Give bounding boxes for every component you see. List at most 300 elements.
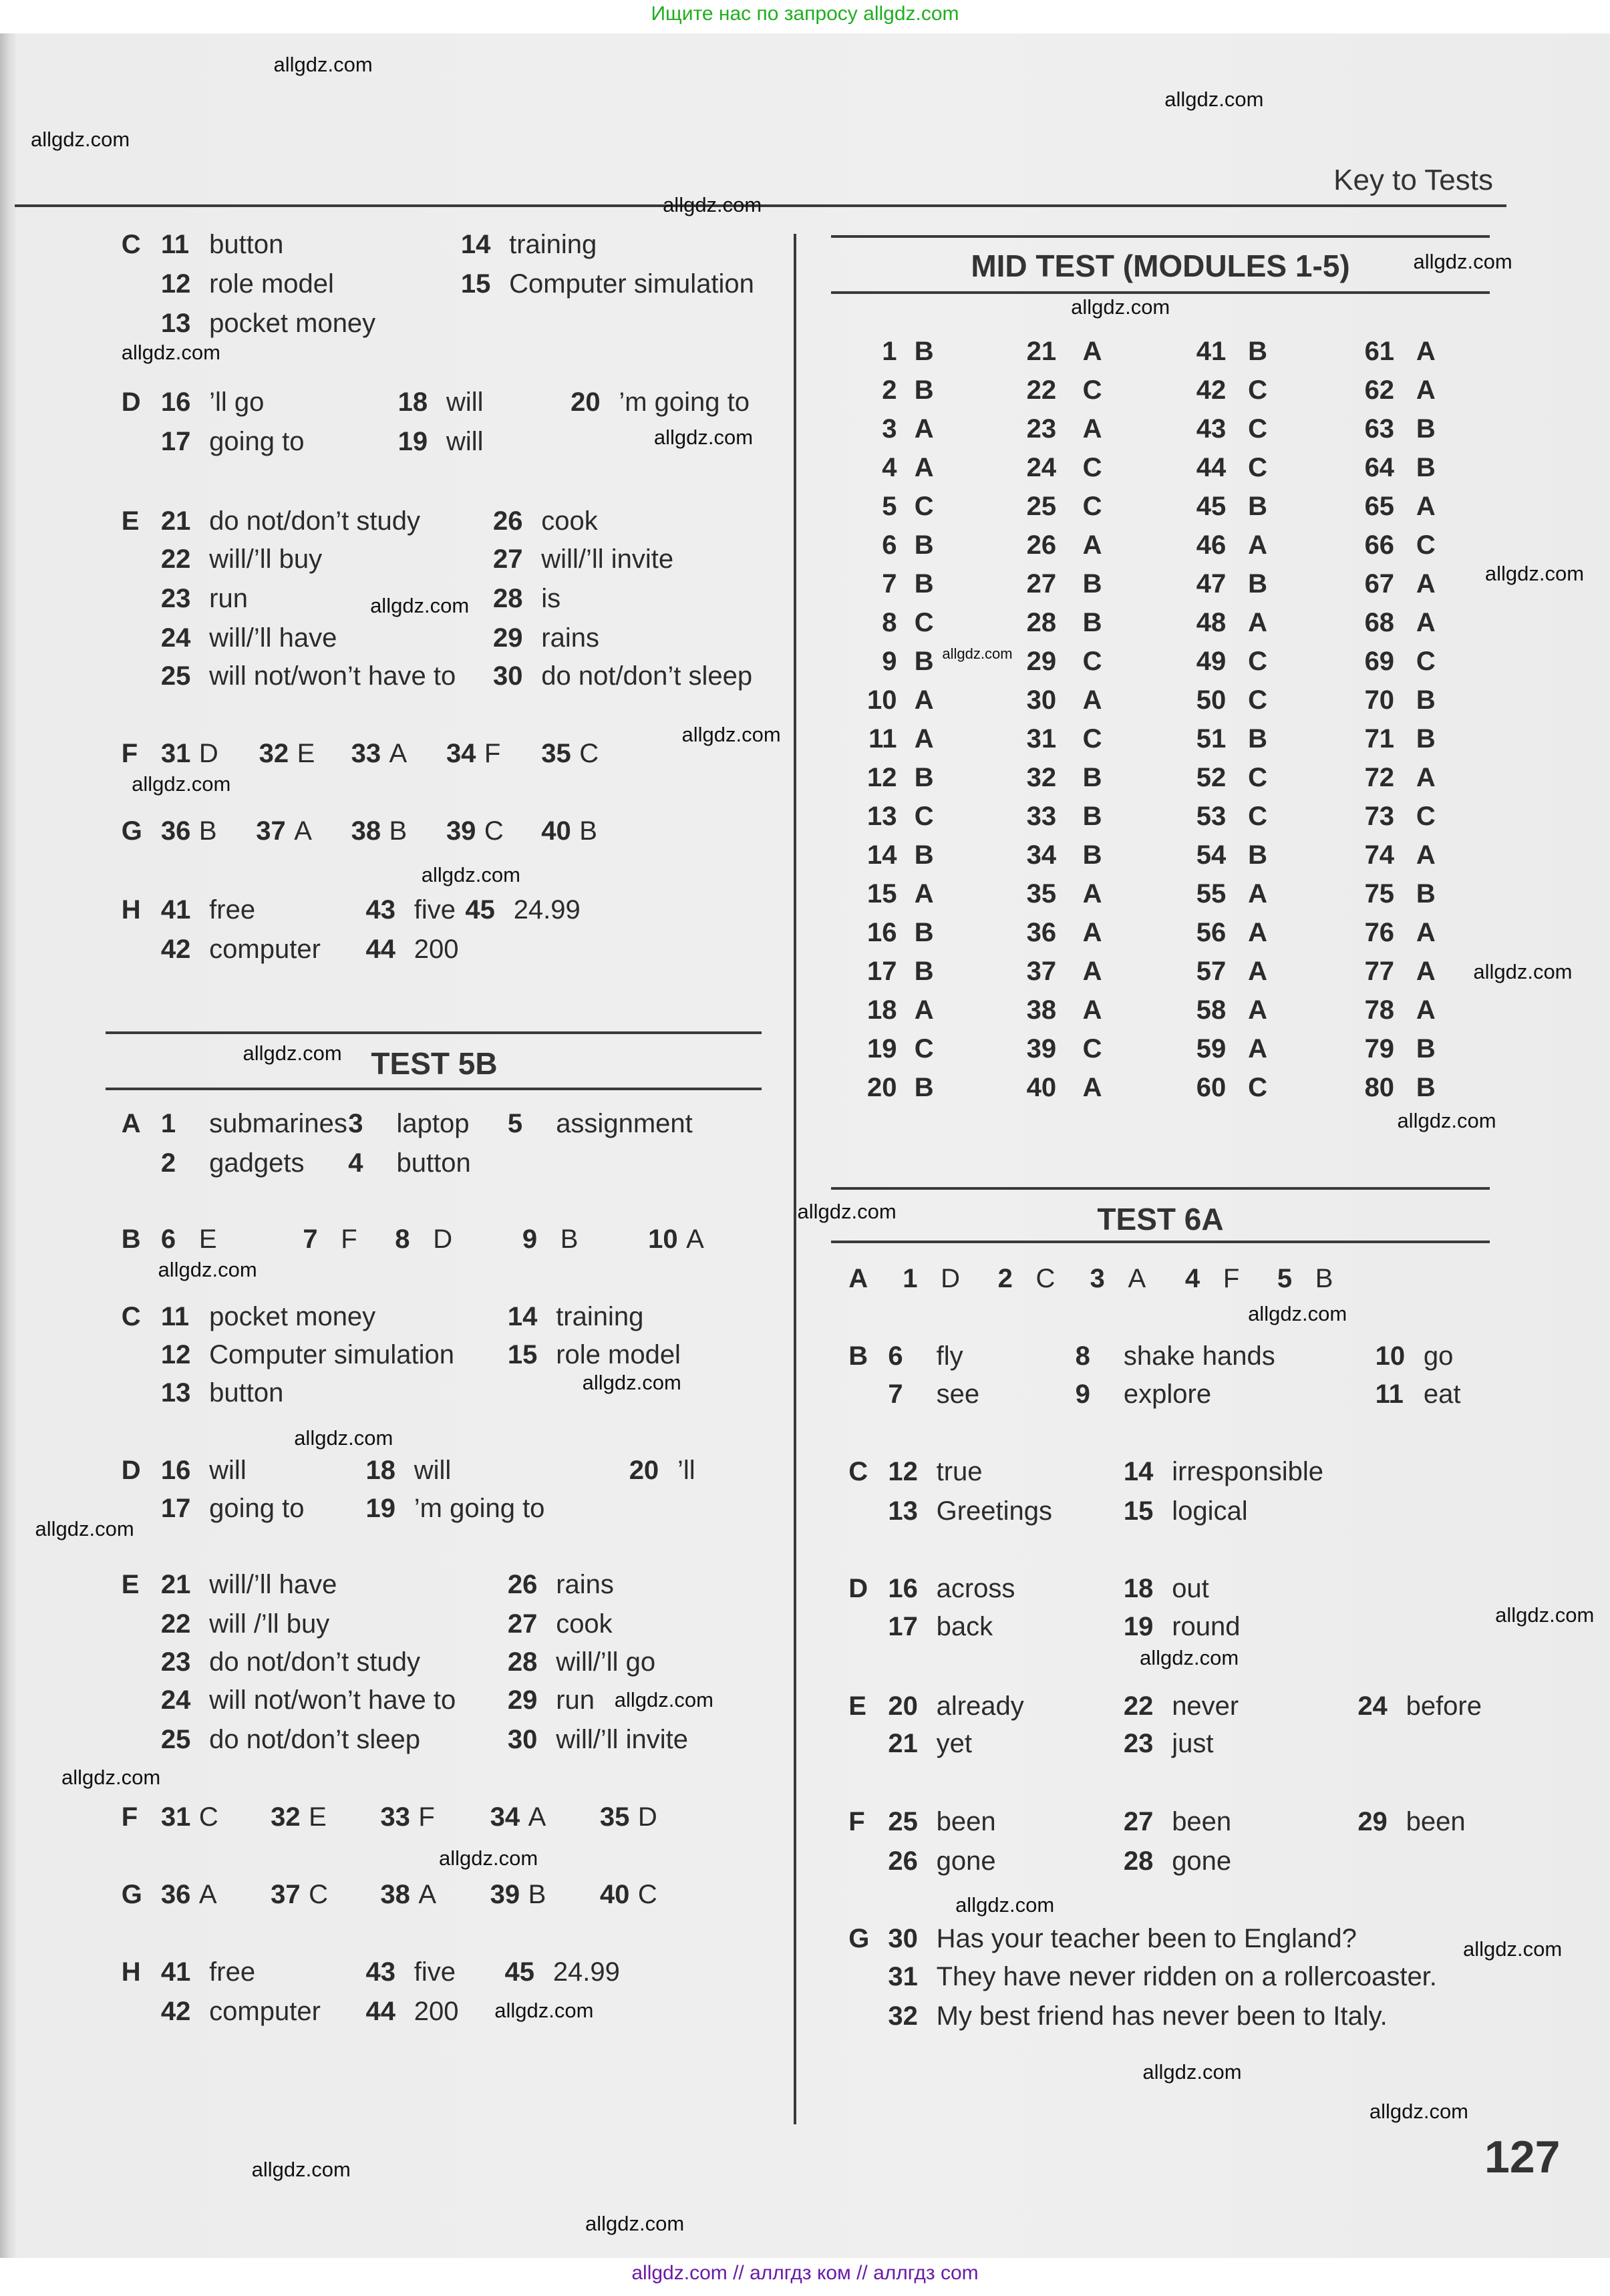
answer-number: 35	[541, 738, 571, 768]
mid-test-number: 12	[866, 762, 897, 792]
column-divider	[794, 234, 796, 2124]
answer-number: 12	[160, 269, 191, 299]
mid-test-answer: B	[914, 1073, 934, 1103]
answer-number: 25	[160, 661, 191, 691]
mid-test-answer: C	[1248, 685, 1267, 715]
mid-test-answer: C	[1248, 414, 1267, 444]
mid-test-number: 11	[868, 723, 897, 754]
answer-text: computer	[209, 1997, 321, 2027]
answer-text: C	[637, 1880, 657, 1910]
section-letter: B	[848, 1341, 868, 1371]
answer-text: will not/won’t have to	[209, 1685, 456, 1715]
answer-text: ’ll go	[209, 387, 265, 418]
answer-text: do not/don’t study	[209, 506, 420, 536]
mid-test-number: 18	[866, 995, 897, 1025]
answer-number: 42	[160, 935, 191, 965]
section-letter: B	[121, 1224, 141, 1254]
answer-number: 45	[504, 1957, 535, 1987]
answer-number: 18	[397, 387, 428, 418]
answer-number: 24	[160, 1685, 191, 1715]
answer-text: will	[446, 427, 484, 457]
answer-text: button	[209, 229, 284, 259]
answer-text: C	[309, 1880, 328, 1910]
mid-test-answer: C	[1416, 530, 1436, 560]
section-letter: C	[121, 229, 141, 259]
mid-test-number: 1	[882, 336, 897, 366]
answer-text: E	[297, 738, 315, 768]
answer-text: irresponsible	[1172, 1457, 1323, 1487]
mid-test-answer: A	[1248, 995, 1267, 1025]
section-letter: G	[121, 1880, 142, 1910]
answer-text: do not/don’t study	[209, 1647, 420, 1677]
section-letter: F	[848, 1806, 865, 1836]
answer-number: 40	[599, 1880, 630, 1910]
answer-number: 15	[1123, 1496, 1154, 1526]
mid-test-answer: C	[1248, 1073, 1267, 1103]
section-letter: C	[848, 1457, 868, 1487]
watermark-text: allgdz.com	[273, 52, 373, 76]
answer-number: 37	[256, 816, 286, 846]
mid-test-answer: C	[1248, 375, 1267, 405]
answer-number: 3	[348, 1108, 363, 1138]
watermark-text: allgdz.com	[1473, 959, 1573, 983]
answer-text: will/’ll buy	[209, 544, 323, 574]
answer-number: 23	[160, 1647, 191, 1677]
answer-text: been	[1172, 1806, 1232, 1836]
mid-test-answer: B	[1416, 1073, 1436, 1103]
answer-text: do not/don’t sleep	[541, 661, 753, 691]
section-letter: D	[848, 1574, 868, 1604]
watermark-text: allgdz.com	[1413, 250, 1512, 274]
section-letter: C	[121, 1302, 141, 1331]
mid-test-number: 32	[1026, 762, 1057, 792]
textbook-page	[0, 33, 1610, 2258]
answer-number: 31	[160, 738, 191, 768]
mid-test-answer: A	[1248, 530, 1267, 560]
watermark-text: allgdz.com	[1140, 1645, 1239, 1669]
answer-text: training	[556, 1302, 644, 1331]
watermark-text: allgdz.com	[681, 722, 781, 746]
mid-test-number: 73	[1364, 802, 1395, 832]
answer-text: ’m going to	[619, 387, 750, 418]
mid-test-answer: A	[1082, 957, 1102, 987]
mid-test-answer: A	[1082, 918, 1102, 948]
mid-test-answer: A	[914, 414, 934, 444]
answer-text: fly	[936, 1341, 963, 1371]
mid-test-number: 24	[1026, 452, 1057, 482]
test-6a-rule-bottom	[831, 1241, 1490, 1243]
watermark-text: allgdz.com	[1495, 1603, 1595, 1627]
answer-text: computer	[209, 935, 321, 965]
answer-text: A	[686, 1224, 704, 1254]
answer-text: D	[637, 1802, 657, 1832]
watermark-text: allgdz.com	[243, 1041, 342, 1065]
answer-number: 5	[1277, 1264, 1293, 1294]
answer-text: E	[198, 1224, 217, 1254]
answer-text: already	[936, 1691, 1024, 1721]
mid-test-number: 66	[1364, 530, 1395, 560]
mid-test-number: 67	[1364, 568, 1395, 599]
answer-number: 2	[997, 1264, 1013, 1294]
answer-text: laptop	[396, 1108, 470, 1138]
answer-number: 17	[888, 1612, 918, 1642]
page-number: 127	[1484, 2132, 1561, 2182]
answer-number: 33	[380, 1802, 410, 1832]
answer-number: 43	[365, 1957, 395, 1987]
answer-text: A	[418, 1880, 437, 1910]
mid-test-answer: A	[914, 995, 934, 1025]
answer-number: 15	[460, 269, 491, 299]
mid-test-number: 80	[1364, 1073, 1395, 1103]
answer-number: 14	[1123, 1457, 1154, 1487]
mid-test-answer: C	[1082, 723, 1102, 754]
watermark-text: allgdz.com	[585, 2212, 685, 2236]
mid-test-rule-top	[831, 235, 1490, 238]
answer-text: Greetings	[936, 1496, 1053, 1526]
answer-text: training	[509, 229, 597, 259]
answer-number: 25	[888, 1806, 918, 1836]
answer-number: 26	[888, 1846, 918, 1876]
answer-number: 14	[507, 1302, 538, 1331]
answer-number: 17	[160, 1493, 191, 1523]
answer-number: 27	[1123, 1806, 1154, 1836]
mid-test-number: 68	[1364, 607, 1395, 637]
answer-number: 16	[160, 387, 191, 418]
answer-text: back	[936, 1612, 993, 1642]
answer-text: 200	[414, 1997, 459, 2027]
answer-text: role model	[556, 1339, 681, 1369]
mid-test-number: 54	[1196, 840, 1227, 870]
section-letter: E	[121, 1569, 140, 1599]
answer-text: F	[1223, 1264, 1240, 1294]
watermark-text: allgdz.com	[35, 1517, 134, 1541]
mid-test-number: 25	[1026, 491, 1057, 521]
mid-test-number: 30	[1026, 685, 1057, 715]
mid-test-number: 69	[1364, 646, 1395, 676]
watermark-text: allgdz.com	[942, 645, 1013, 662]
answer-text: will/’ll go	[556, 1647, 656, 1677]
mid-test-number: 40	[1026, 1073, 1057, 1103]
answer-number: 42	[160, 1997, 191, 2027]
answer-text: pocket money	[209, 1302, 376, 1331]
mid-test-answer: A	[1082, 1073, 1102, 1103]
answer-text: will not/won’t have to	[209, 661, 456, 691]
mid-test-answer: B	[1248, 723, 1267, 754]
answer-text: will /’ll buy	[209, 1609, 330, 1639]
mid-test-number: 26	[1026, 530, 1057, 560]
mid-test-answer: B	[1248, 336, 1267, 366]
mid-test-answer: C	[914, 491, 934, 521]
answer-number: 28	[493, 583, 523, 613]
answer-text: Computer simulation	[209, 1339, 454, 1369]
mid-test-number: 56	[1196, 918, 1227, 948]
watermark-text: allgdz.com	[494, 1998, 594, 2022]
watermark-text: allgdz.com	[582, 1371, 681, 1395]
answer-text: They have never ridden on a rollercoaster.	[936, 1961, 1437, 1991]
mid-test-answer: C	[1248, 762, 1267, 792]
answer-number: 30	[888, 1923, 918, 1953]
answer-text: before	[1406, 1691, 1482, 1721]
mid-test-number: 50	[1196, 685, 1227, 715]
mid-test-number: 65	[1364, 491, 1395, 521]
answer-text: F	[341, 1224, 357, 1254]
watermark-text: allgdz.com	[1484, 561, 1585, 585]
mid-test-answer: A	[1248, 607, 1267, 637]
answer-number: 44	[365, 1997, 395, 2027]
mid-test-number: 2	[882, 375, 897, 405]
answer-text: explore	[1123, 1379, 1212, 1410]
mid-test-number: 39	[1026, 1034, 1057, 1064]
answer-text: true	[936, 1457, 983, 1487]
answer-text: B	[389, 816, 408, 846]
mid-test-answer: A	[1082, 530, 1102, 560]
answer-number: 23	[160, 583, 191, 613]
answer-text: 24.99	[552, 1957, 620, 1987]
answer-text: will	[209, 1455, 247, 1485]
mid-test-title: MID TEST (MODULES 1-5)	[971, 249, 1350, 283]
section-letter: G	[121, 816, 142, 846]
mid-test-number: 15	[866, 879, 897, 909]
mid-test-number: 74	[1364, 840, 1395, 870]
answer-text: E	[309, 1802, 327, 1832]
answer-text: My best friend has never been to Italy.	[936, 2001, 1388, 2031]
mid-test-number: 52	[1196, 762, 1227, 792]
answer-number: 3	[1090, 1264, 1105, 1294]
mid-test-number: 41	[1196, 336, 1227, 366]
answer-text: gone	[936, 1846, 996, 1876]
answer-text: run	[556, 1685, 595, 1715]
mid-test-answer: B	[1082, 607, 1102, 637]
answer-text: cook	[556, 1609, 613, 1639]
watermark-text: allgdz.com	[1248, 1302, 1347, 1326]
answer-number: 31	[888, 1961, 918, 1991]
answer-text: B	[560, 1224, 579, 1254]
mid-test-number: 35	[1026, 879, 1057, 909]
mid-test-number: 79	[1364, 1034, 1395, 1064]
answer-text: D	[433, 1224, 453, 1254]
answer-text: rains	[541, 623, 599, 653]
mid-test-answer: B	[1082, 802, 1102, 832]
watermark-text: allgdz.com	[370, 594, 470, 618]
answer-number: 32	[888, 2001, 918, 2031]
mid-test-number: 23	[1026, 414, 1057, 444]
mid-test-answer: C	[1416, 802, 1436, 832]
answer-number: 18	[1123, 1574, 1154, 1604]
mid-test-answer: B	[1248, 568, 1267, 599]
answer-number: 39	[490, 1880, 520, 1910]
watermark-text: allgdz.com	[1397, 1109, 1496, 1133]
test-6a-rule-top	[831, 1187, 1490, 1190]
answer-text: button	[396, 1148, 471, 1178]
mid-test-answer: B	[914, 375, 934, 405]
answer-text: is	[541, 583, 561, 613]
mid-test-answer: C	[1082, 491, 1102, 521]
answer-number: 21	[160, 506, 191, 536]
page-header-title: Key to Tests	[1333, 164, 1493, 196]
mid-test-number: 70	[1364, 685, 1395, 715]
answer-number: 43	[365, 895, 395, 925]
answer-number: 16	[160, 1455, 191, 1485]
answer-number: 19	[397, 427, 428, 457]
mid-test-answer: B	[1082, 762, 1102, 792]
mid-test-answer: C	[1248, 802, 1267, 832]
mid-test-number: 75	[1364, 879, 1395, 909]
answer-number: 44	[365, 935, 395, 965]
watermark-text: allgdz.com	[1164, 88, 1264, 112]
mid-test-number: 43	[1196, 414, 1227, 444]
answer-text: never	[1172, 1691, 1239, 1721]
mid-test-number: 17	[866, 957, 897, 987]
mid-test-number: 6	[882, 530, 897, 560]
section-letter: H	[121, 895, 141, 925]
mid-test-answer: A	[914, 685, 934, 715]
watermark-text: allgdz.com	[614, 1688, 713, 1712]
mid-test-number: 63	[1364, 414, 1395, 444]
answer-text: yet	[936, 1729, 972, 1759]
mid-test-answer: A	[1416, 607, 1436, 637]
mid-test-answer: B	[1416, 1034, 1436, 1064]
mid-test-answer: A	[1416, 568, 1436, 599]
mid-test-answer: B	[914, 530, 934, 560]
answer-text: A	[294, 816, 312, 846]
answer-number: 11	[1375, 1379, 1404, 1410]
mid-test-answer: C	[914, 802, 934, 832]
answer-text: gadgets	[209, 1148, 305, 1178]
mid-test-answer: B	[1082, 568, 1102, 599]
mid-test-number: 5	[882, 491, 897, 521]
mid-test-number: 22	[1026, 375, 1057, 405]
answer-text: do not/don’t sleep	[209, 1724, 420, 1754]
mid-test-answer: A	[1416, 918, 1436, 948]
mid-test-answer: A	[914, 452, 934, 482]
answer-number: 1	[160, 1108, 176, 1138]
mid-test-number: 45	[1196, 491, 1227, 521]
answer-text: A	[389, 738, 408, 768]
answer-text: 24.99	[513, 895, 581, 925]
answer-number: 13	[888, 1496, 918, 1526]
answer-text: rains	[556, 1569, 614, 1599]
mid-test-answer: C	[1248, 452, 1267, 482]
answer-number: 5	[507, 1108, 523, 1138]
answer-number: 41	[160, 1957, 191, 1987]
mid-test-number: 3	[882, 414, 897, 444]
answer-number: 37	[271, 1880, 301, 1910]
answer-number: 33	[351, 738, 381, 768]
section-letter: A	[848, 1264, 868, 1294]
answer-text: B	[528, 1880, 546, 1910]
mid-test-number: 61	[1364, 336, 1395, 366]
answer-number: 22	[160, 1609, 191, 1639]
mid-test-answer: A	[1416, 375, 1436, 405]
mid-test-answer: B	[1416, 879, 1436, 909]
mid-test-answer: C	[1248, 646, 1267, 676]
answer-text: Computer simulation	[509, 269, 754, 299]
answer-text: cook	[541, 506, 598, 536]
section-letter: D	[121, 387, 141, 418]
mid-test-number: 57	[1196, 957, 1227, 987]
answer-text: A	[1128, 1264, 1146, 1294]
mid-test-number: 29	[1026, 646, 1057, 676]
answer-text: will/’ll have	[209, 1569, 337, 1599]
test-5b-rule-bottom	[106, 1088, 762, 1090]
answer-text: B	[198, 816, 217, 846]
watermark-text: allgdz.com	[61, 1766, 161, 1790]
mid-test-number: 33	[1026, 802, 1057, 832]
mid-test-answer: B	[1248, 491, 1267, 521]
watermark-text: allgdz.com	[294, 1426, 393, 1450]
mid-test-number: 71	[1364, 723, 1395, 754]
mid-test-answer: A	[1082, 685, 1102, 715]
watermark-text: allgdz.com	[663, 193, 762, 217]
mid-test-number: 64	[1364, 452, 1395, 482]
mid-test-number: 27	[1026, 568, 1057, 599]
answer-text: assignment	[556, 1108, 693, 1138]
answer-number: 26	[493, 506, 523, 536]
answer-text: B	[579, 816, 597, 846]
answer-number: 20	[571, 387, 601, 418]
mid-test-answer: A	[1082, 414, 1102, 444]
answer-number: 40	[541, 816, 571, 846]
answer-text: round	[1172, 1612, 1241, 1642]
mid-test-answer: B	[914, 762, 934, 792]
watermark-text: allgdz.com	[653, 426, 754, 450]
answer-text: just	[1172, 1729, 1214, 1759]
mid-test-number: 19	[866, 1034, 897, 1064]
answer-number: 38	[351, 816, 381, 846]
answer-text: D	[198, 738, 218, 768]
answer-number: 32	[259, 738, 289, 768]
answer-text: F	[418, 1802, 435, 1832]
answer-number: 38	[380, 1880, 410, 1910]
mid-test-number: 51	[1196, 723, 1227, 754]
bottom-banner: allgdz.com // аллгдз ком // аллгдз com	[631, 2262, 979, 2284]
answer-number: 11	[160, 1302, 190, 1331]
answer-number: 32	[271, 1802, 301, 1832]
watermark-text: allgdz.com	[797, 1199, 897, 1223]
test-6a-title: TEST 6A	[1097, 1202, 1224, 1237]
answer-text: will	[414, 1455, 452, 1485]
mid-test-number: 47	[1196, 568, 1227, 599]
mid-test-answer: B	[914, 336, 934, 366]
answer-number: 4	[1184, 1264, 1200, 1294]
mid-test-number: 62	[1364, 375, 1395, 405]
mid-test-answer: C	[914, 1034, 934, 1064]
answer-number: 12	[160, 1339, 191, 1369]
answer-number: 22	[160, 544, 191, 574]
answer-number: 39	[446, 816, 476, 846]
answer-number: 36	[160, 816, 191, 846]
answer-number: 17	[160, 427, 191, 457]
answer-text: free	[209, 1957, 256, 1987]
answer-number: 27	[493, 544, 523, 574]
mid-test-number: 38	[1026, 995, 1057, 1025]
mid-test-number: 77	[1364, 957, 1395, 987]
watermark-text: allgdz.com	[158, 1258, 257, 1282]
mid-test-answer: C	[1416, 646, 1436, 676]
answer-number: 11	[160, 229, 190, 259]
answer-text: A	[528, 1802, 546, 1832]
answer-text: A	[198, 1880, 217, 1910]
mid-test-number: 76	[1364, 918, 1395, 948]
answer-number: 36	[160, 1880, 191, 1910]
watermark-text: allgdz.com	[955, 1893, 1055, 1917]
mid-test-answer: B	[1082, 840, 1102, 870]
answer-text: logical	[1172, 1496, 1248, 1526]
answer-number: 7	[303, 1224, 318, 1254]
answer-text: C	[579, 738, 599, 768]
section-letter: G	[848, 1923, 870, 1953]
answer-number: 1	[903, 1264, 918, 1294]
